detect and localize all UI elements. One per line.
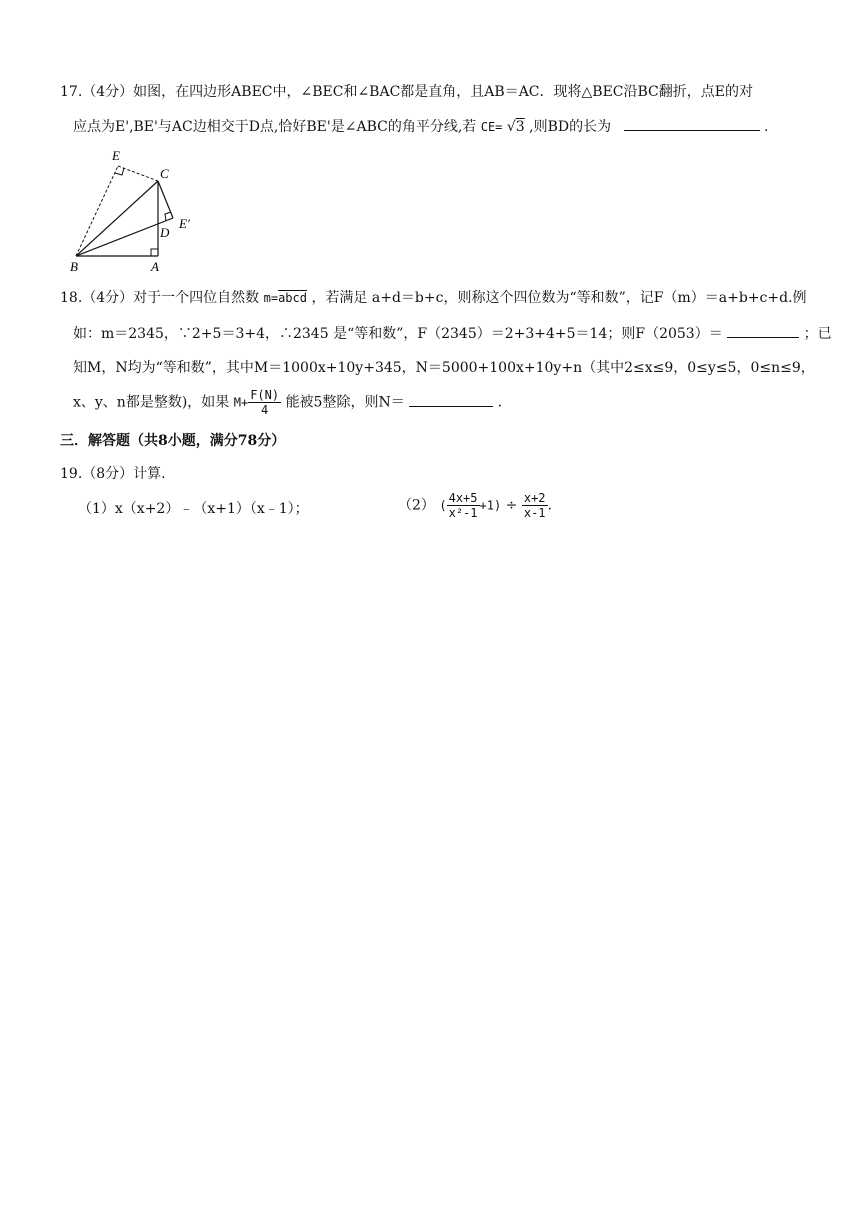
plus-one-close: +1) (479, 498, 502, 513)
q18-line1 (60, 288, 807, 308)
section-heading: 三．解答题（共8小题，满分78分） (60, 433, 286, 449)
fraction-1-denominator: x²-1 (448, 506, 478, 520)
q19-title: 19.（8分）计算. (60, 466, 166, 482)
q18-line2 (73, 323, 832, 344)
q17-answer-blank[interactable] (624, 116, 760, 131)
fraction-fn-over-4 (248, 388, 281, 417)
q19-part1: （1）x（x+2）﹣（x+1）（x﹣1）； (78, 501, 309, 517)
q19-part2-label: （2） (398, 497, 435, 514)
fraction-numerator: F(N) (250, 388, 280, 402)
q18-answer-blank-2[interactable] (409, 392, 493, 407)
label-d: D (160, 225, 170, 240)
q17-line2-text-a: 应点为E',BE'与AC边相交于D点,恰好BE'是∠ABC的角平分线,若 (73, 119, 477, 135)
m-equals: m= (263, 291, 279, 305)
label-b: B (70, 259, 78, 274)
q17-line2-end: . (764, 119, 769, 135)
ce-label: CE= (480, 120, 503, 134)
q18-line1-text-a: 18.（4分）对于一个四位自然数 (60, 290, 260, 306)
q19-part2 (398, 491, 552, 520)
abcd-overline: abcd (278, 291, 307, 305)
q17-line1: 17.（4分）如图，在四边形ABEC中，∠BEC和∠BAC都是直角，且AB＝AC．现将△BEC沿BC翻折，点E的对 (60, 84, 753, 100)
fraction-1 (447, 491, 480, 520)
fraction-2-numerator: x+2 (523, 491, 546, 505)
sqrt-symbol: √3 (506, 119, 525, 135)
label-e: E (112, 148, 120, 163)
q18-line4-text-b: 能被5整除，则N＝ (285, 394, 405, 411)
q18-line2-text: 如：m＝2345，∵2+5＝3+4，∴2345 是“等和数”，F（2345）＝2+3+4+5＝14；则F（2053）＝ (73, 326, 723, 342)
fraction-1-numerator: 4x+5 (448, 491, 478, 505)
fraction-2-denominator: x-1 (523, 506, 546, 520)
divide-sign: ÷ (505, 497, 518, 514)
segment-bc (76, 181, 158, 256)
q18-line2-end: ；已 (803, 326, 832, 342)
q18-line3: 知M，N均为“等和数”，其中M＝1000x+10y+345，N＝5000+100x+10y+n（其中2≤x≤9，0≤y≤5，0≤n≤9， (73, 360, 815, 376)
q18-line4 (73, 388, 512, 417)
q18-answer-blank-1[interactable] (727, 323, 799, 338)
q18-line4-text-a: x、y、n都是整数)，如果 (73, 394, 230, 411)
q18-line1-text-b: ，若满足 a+d＝b+c，则称这个四位数为“等和数”，记F（m）＝a+b+c+d.例 (311, 290, 807, 306)
fraction-m-plus: M+ (233, 395, 249, 410)
label-e-prime: E′ (179, 216, 190, 231)
right-angle-a (151, 249, 158, 256)
fraction-2 (522, 491, 548, 520)
paren-open: ( (439, 498, 447, 513)
part2-end: . (547, 497, 552, 514)
q18-line4-end: ． (497, 394, 512, 411)
label-a: A (151, 259, 159, 274)
fraction-denominator: 4 (261, 403, 269, 417)
label-c: C (160, 166, 169, 181)
sqrt-value: 3 (515, 119, 525, 135)
q17-figure (62, 146, 202, 274)
q17-line2 (73, 116, 769, 137)
q17-line2-text-b: ,则BD的长为 (529, 119, 612, 135)
